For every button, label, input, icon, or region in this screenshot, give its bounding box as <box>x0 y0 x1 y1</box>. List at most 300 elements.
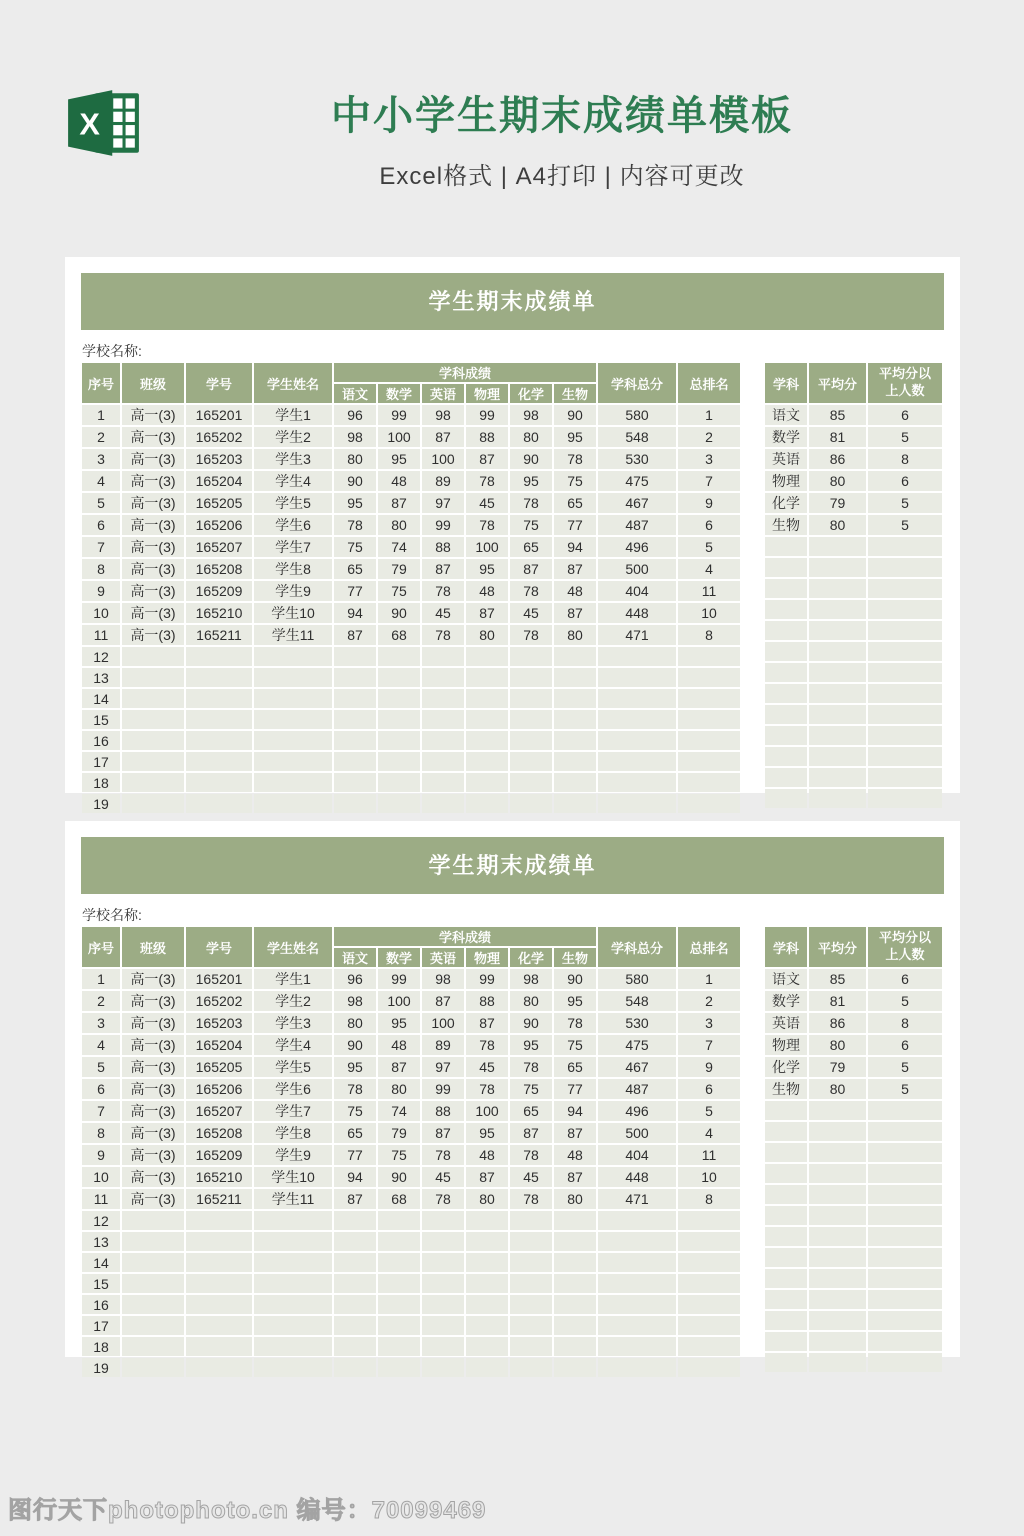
table-cell <box>422 1253 464 1272</box>
table-cell: 95 <box>466 559 508 579</box>
table-cell <box>765 1185 807 1204</box>
column-header-math: 数学 <box>378 948 420 967</box>
table-cell <box>122 1316 184 1335</box>
table-cell <box>378 1295 420 1314</box>
table-cell: 11 <box>678 581 740 601</box>
table-cell <box>334 1232 376 1251</box>
table-cell: 404 <box>598 581 676 601</box>
table-cell <box>868 1311 942 1330</box>
table-cell: 500 <box>598 1123 676 1143</box>
table-cell <box>765 600 807 619</box>
table-cell <box>254 710 332 729</box>
table-cell: 学生8 <box>254 1123 332 1143</box>
table-cell: 80 <box>378 1079 420 1099</box>
table-cell: 165206 <box>186 1079 252 1099</box>
table-cell: 165205 <box>186 1057 252 1077</box>
table-cell <box>765 726 807 745</box>
table-cell <box>422 1232 464 1251</box>
table-cell <box>466 710 508 729</box>
table-cell <box>868 558 942 577</box>
table-cell: 13 <box>82 668 120 687</box>
table-cell: 高一(3) <box>122 1079 184 1099</box>
table-row <box>765 705 942 724</box>
table-row <box>765 1227 942 1246</box>
table-cell: 487 <box>598 1079 676 1099</box>
table-cell <box>254 647 332 666</box>
table-cell: 80 <box>334 1013 376 1033</box>
table-cell: 80 <box>554 1189 596 1209</box>
table-cell <box>254 731 332 750</box>
table-cell <box>186 1358 252 1377</box>
table-cell <box>598 794 676 813</box>
table-cell: 98 <box>510 405 552 425</box>
table-cell <box>334 1274 376 1293</box>
table-cell <box>466 1253 508 1272</box>
table-cell: 高一(3) <box>122 1167 184 1187</box>
table-cell: 80 <box>809 1035 866 1055</box>
table-cell <box>809 726 866 745</box>
table-row <box>82 668 740 687</box>
table-cell: 80 <box>554 625 596 645</box>
table-row <box>82 493 740 513</box>
table-row <box>82 405 740 425</box>
table-cell: 3 <box>678 1013 740 1033</box>
table-cell <box>554 668 596 687</box>
table-cell <box>254 668 332 687</box>
table-cell <box>122 1232 184 1251</box>
table-cell <box>678 710 740 729</box>
table-cell: 78 <box>422 1189 464 1209</box>
table-cell <box>122 710 184 729</box>
table-row <box>765 579 942 598</box>
table-cell: 87 <box>510 1123 552 1143</box>
table-cell: 98 <box>422 405 464 425</box>
table-cell <box>809 579 866 598</box>
table-cell: 48 <box>554 1145 596 1165</box>
table-row <box>765 1290 942 1309</box>
table-row <box>765 405 942 425</box>
table-cell: 165203 <box>186 1013 252 1033</box>
table-cell <box>809 1101 866 1120</box>
table-cell: 78 <box>554 1013 596 1033</box>
table-cell: 65 <box>510 1101 552 1121</box>
table-cell: 学生5 <box>254 493 332 513</box>
table-cell: 88 <box>422 1101 464 1121</box>
table-cell: 87 <box>466 1013 508 1033</box>
table-cell: 95 <box>378 449 420 469</box>
table-cell <box>868 642 942 661</box>
table-row <box>765 789 942 808</box>
table-cell: 87 <box>554 559 596 579</box>
table-cell <box>809 684 866 703</box>
table-row <box>82 1337 740 1356</box>
table-cell <box>765 1353 807 1372</box>
table-cell: 95 <box>554 991 596 1011</box>
table-cell <box>809 1122 866 1141</box>
table-cell: 165204 <box>186 1035 252 1055</box>
table-cell: 100 <box>422 449 464 469</box>
column-header-student-id: 学号 <box>186 927 252 967</box>
table-row <box>82 1358 740 1377</box>
table-cell <box>809 1290 866 1309</box>
table-cell: 4 <box>82 1035 120 1055</box>
table-cell <box>334 710 376 729</box>
table-cell <box>334 647 376 666</box>
table-cell: 高一(3) <box>122 537 184 557</box>
table-row <box>765 1353 942 1372</box>
column-header-physics: 物理 <box>466 384 508 403</box>
table-cell: 语文 <box>765 405 807 425</box>
table-cell <box>598 1358 676 1377</box>
table-cell <box>510 1211 552 1230</box>
table-cell <box>598 1253 676 1272</box>
table-cell: 75 <box>378 581 420 601</box>
table-cell <box>466 731 508 750</box>
table-cell: 95 <box>554 427 596 447</box>
table-cell <box>334 1316 376 1335</box>
table-cell <box>868 537 942 556</box>
table-cell <box>378 1232 420 1251</box>
table-cell <box>765 579 807 598</box>
table-cell <box>678 1274 740 1293</box>
table-cell: 165210 <box>186 603 252 623</box>
table-cell: 165202 <box>186 991 252 1011</box>
table-cell: 学生3 <box>254 1013 332 1033</box>
table-cell: 19 <box>82 1358 120 1377</box>
table-cell: 10 <box>82 603 120 623</box>
table-cell <box>334 668 376 687</box>
table-cell: 8 <box>868 1013 942 1033</box>
table-cell <box>678 773 740 792</box>
table-cell <box>122 794 184 813</box>
column-header-rank: 总排名 <box>678 927 740 967</box>
table-cell: 79 <box>809 1057 866 1077</box>
table-cell: 86 <box>809 1013 866 1033</box>
table-row <box>765 1269 942 1288</box>
table-cell: 94 <box>554 537 596 557</box>
table-cell <box>378 1316 420 1335</box>
table-cell <box>186 1337 252 1356</box>
table-cell: 5 <box>82 1057 120 1077</box>
table-row <box>82 1295 740 1314</box>
table-cell: 14 <box>82 1253 120 1272</box>
table-cell: 5 <box>868 515 942 535</box>
table-cell <box>868 726 942 745</box>
table-cell <box>186 794 252 813</box>
table-row <box>765 1143 942 1162</box>
table-cell: 90 <box>378 1167 420 1187</box>
table-cell: 5 <box>678 537 740 557</box>
column-header-student-id: 学号 <box>186 363 252 403</box>
table-cell: 学生4 <box>254 1035 332 1055</box>
table-cell <box>598 731 676 750</box>
table-cell <box>466 668 508 687</box>
table-row <box>765 1101 942 1120</box>
table-cell <box>378 794 420 813</box>
table-cell: 78 <box>422 581 464 601</box>
table-cell <box>378 668 420 687</box>
table-cell <box>186 647 252 666</box>
table-cell: 8 <box>82 1123 120 1143</box>
table-cell: 87 <box>378 493 420 513</box>
table-cell: 48 <box>378 1035 420 1055</box>
table-cell <box>868 705 942 724</box>
table-cell <box>765 537 807 556</box>
table-cell: 471 <box>598 1189 676 1209</box>
table-cell <box>122 731 184 750</box>
table-cell: 12 <box>82 647 120 666</box>
table-cell: 78 <box>510 1189 552 1209</box>
table-cell <box>510 1274 552 1293</box>
table-cell: 580 <box>598 969 676 989</box>
table-cell: 78 <box>510 581 552 601</box>
table-cell: 3 <box>82 1013 120 1033</box>
table-cell <box>254 773 332 792</box>
table-cell: 90 <box>378 603 420 623</box>
table-cell <box>598 773 676 792</box>
table-cell <box>868 1269 942 1288</box>
table-cell: 548 <box>598 991 676 1011</box>
table-cell: 165204 <box>186 471 252 491</box>
table-cell: 448 <box>598 603 676 623</box>
table-cell: 95 <box>510 471 552 491</box>
table-cell <box>868 1164 942 1183</box>
table-row <box>765 515 942 535</box>
table-cell: 5 <box>678 1101 740 1121</box>
table-cell: 学生6 <box>254 1079 332 1099</box>
table-cell <box>254 1295 332 1314</box>
table-cell: 数学 <box>765 991 807 1011</box>
table-cell: 高一(3) <box>122 1189 184 1209</box>
table-cell: 高一(3) <box>122 625 184 645</box>
table-cell: 87 <box>334 1189 376 1209</box>
table-cell <box>765 1164 807 1183</box>
table-cell <box>334 1337 376 1356</box>
table-cell: 11 <box>82 1189 120 1209</box>
table-cell: 学生11 <box>254 625 332 645</box>
table-cell <box>422 1211 464 1230</box>
table-row <box>765 600 942 619</box>
table-cell <box>510 1337 552 1356</box>
table-cell <box>868 768 942 787</box>
table-cell <box>554 794 596 813</box>
table-row <box>765 1311 942 1330</box>
table-cell <box>378 647 420 666</box>
table-cell: 165209 <box>186 581 252 601</box>
table-cell <box>598 710 676 729</box>
table-cell <box>765 1122 807 1141</box>
table-cell: 467 <box>598 1057 676 1077</box>
table-cell: 98 <box>334 427 376 447</box>
table-cell: 95 <box>378 1013 420 1033</box>
table-cell <box>678 647 740 666</box>
table-cell <box>422 710 464 729</box>
table-cell: 87 <box>466 1167 508 1187</box>
table-cell: 97 <box>422 493 464 513</box>
table-cell <box>254 794 332 813</box>
table-cell <box>868 579 942 598</box>
table-cell: 5 <box>868 427 942 447</box>
table-cell <box>466 794 508 813</box>
table-cell: 高一(3) <box>122 581 184 601</box>
table-cell <box>334 1253 376 1272</box>
table-cell <box>598 1232 676 1251</box>
table-cell: 48 <box>378 471 420 491</box>
table-cell: 45 <box>466 493 508 513</box>
table-cell <box>678 1253 740 1272</box>
table-cell <box>122 647 184 666</box>
table-row <box>82 1232 740 1251</box>
table-cell: 物理 <box>765 471 807 491</box>
table-cell <box>466 1274 508 1293</box>
table-cell <box>868 684 942 703</box>
table-cell <box>378 689 420 708</box>
table-cell <box>809 600 866 619</box>
table-cell: 12 <box>82 1211 120 1230</box>
table-cell <box>868 1227 942 1246</box>
table-cell: 87 <box>378 1057 420 1077</box>
table-cell <box>554 1211 596 1230</box>
table-cell <box>186 1295 252 1314</box>
table-cell: 物理 <box>765 1035 807 1055</box>
table-cell <box>765 1206 807 1225</box>
table-cell <box>554 731 596 750</box>
table-cell <box>254 689 332 708</box>
table-cell: 高一(3) <box>122 1145 184 1165</box>
table-cell <box>554 710 596 729</box>
table-cell <box>554 1232 596 1251</box>
table-cell: 学生10 <box>254 603 332 623</box>
table-cell: 学生5 <box>254 1057 332 1077</box>
table-cell <box>466 1316 508 1335</box>
column-header-math: 数学 <box>378 384 420 403</box>
table-cell: 2 <box>82 991 120 1011</box>
table-cell <box>765 684 807 703</box>
table-cell: 6 <box>82 515 120 535</box>
table-cell: 100 <box>378 991 420 1011</box>
table-cell <box>122 773 184 792</box>
table-cell <box>122 1295 184 1314</box>
table-cell: 77 <box>334 581 376 601</box>
table-cell <box>809 1206 866 1225</box>
table-cell <box>378 752 420 771</box>
table-cell: 65 <box>334 1123 376 1143</box>
table-cell: 94 <box>334 603 376 623</box>
table-cell <box>254 1274 332 1293</box>
table-cell: 78 <box>466 515 508 535</box>
table-cell <box>122 1253 184 1272</box>
table-cell <box>598 1211 676 1230</box>
table-cell: 87 <box>422 991 464 1011</box>
table-row <box>765 493 942 513</box>
table-cell <box>334 731 376 750</box>
table-cell <box>868 663 942 682</box>
table-cell <box>554 689 596 708</box>
table-cell <box>678 1337 740 1356</box>
table-cell: 5 <box>82 493 120 513</box>
table-cell <box>466 1295 508 1314</box>
table-cell: 80 <box>809 1079 866 1099</box>
table-cell: 75 <box>334 537 376 557</box>
table-cell <box>122 1274 184 1293</box>
table-cell: 580 <box>598 405 676 425</box>
table-cell: 165208 <box>186 559 252 579</box>
table-cell <box>868 747 942 766</box>
table-cell <box>422 689 464 708</box>
table-cell <box>554 1274 596 1293</box>
sheet-title: 学生期末成绩单 <box>81 837 944 894</box>
table-cell: 78 <box>466 1035 508 1055</box>
table-cell: 高一(3) <box>122 991 184 1011</box>
table-row <box>82 1101 740 1121</box>
table-cell: 87 <box>422 559 464 579</box>
table-cell: 9 <box>82 581 120 601</box>
table-cell: 89 <box>422 1035 464 1055</box>
table-cell: 7 <box>678 471 740 491</box>
table-cell: 9 <box>678 1057 740 1077</box>
table-row <box>82 969 740 989</box>
table-cell <box>510 647 552 666</box>
table-cell: 6 <box>678 515 740 535</box>
table-cell: 99 <box>378 969 420 989</box>
table-cell <box>466 752 508 771</box>
table-cell: 18 <box>82 773 120 792</box>
table-cell <box>186 1211 252 1230</box>
table-cell <box>510 1316 552 1335</box>
table-cell <box>334 1295 376 1314</box>
table-cell: 79 <box>809 493 866 513</box>
table-cell: 98 <box>334 991 376 1011</box>
subject-average-table <box>763 925 944 1374</box>
table-cell <box>254 1253 332 1272</box>
table-cell: 5 <box>868 1079 942 1099</box>
table-cell <box>122 1358 184 1377</box>
table-cell: 65 <box>334 559 376 579</box>
table-cell: 10 <box>678 603 740 623</box>
table-cell: 87 <box>554 603 596 623</box>
table-cell: 4 <box>678 1123 740 1143</box>
table-cell: 1 <box>678 969 740 989</box>
table-cell <box>765 789 807 808</box>
table-cell <box>598 689 676 708</box>
table-cell <box>510 731 552 750</box>
table-cell <box>122 1211 184 1230</box>
table-cell <box>254 1337 332 1356</box>
table-cell <box>186 1274 252 1293</box>
table-row <box>765 1206 942 1225</box>
table-cell <box>466 1232 508 1251</box>
table-cell: 94 <box>554 1101 596 1121</box>
table-cell: 学生8 <box>254 559 332 579</box>
page-header <box>0 0 1024 230</box>
table-cell <box>678 1358 740 1377</box>
table-cell: 学生11 <box>254 1189 332 1209</box>
table-row <box>82 1253 740 1272</box>
table-cell: 75 <box>378 1145 420 1165</box>
table-cell: 79 <box>378 559 420 579</box>
table-row <box>82 625 740 645</box>
table-cell <box>334 773 376 792</box>
table-row <box>765 747 942 766</box>
table-cell: 87 <box>422 427 464 447</box>
table-cell <box>868 1101 942 1120</box>
table-cell <box>186 731 252 750</box>
table-cell <box>186 1253 252 1272</box>
table-cell: 17 <box>82 752 120 771</box>
table-cell: 1 <box>82 405 120 425</box>
page-title: 中小学生期末成绩单模板 <box>331 94 793 138</box>
table-cell <box>186 668 252 687</box>
